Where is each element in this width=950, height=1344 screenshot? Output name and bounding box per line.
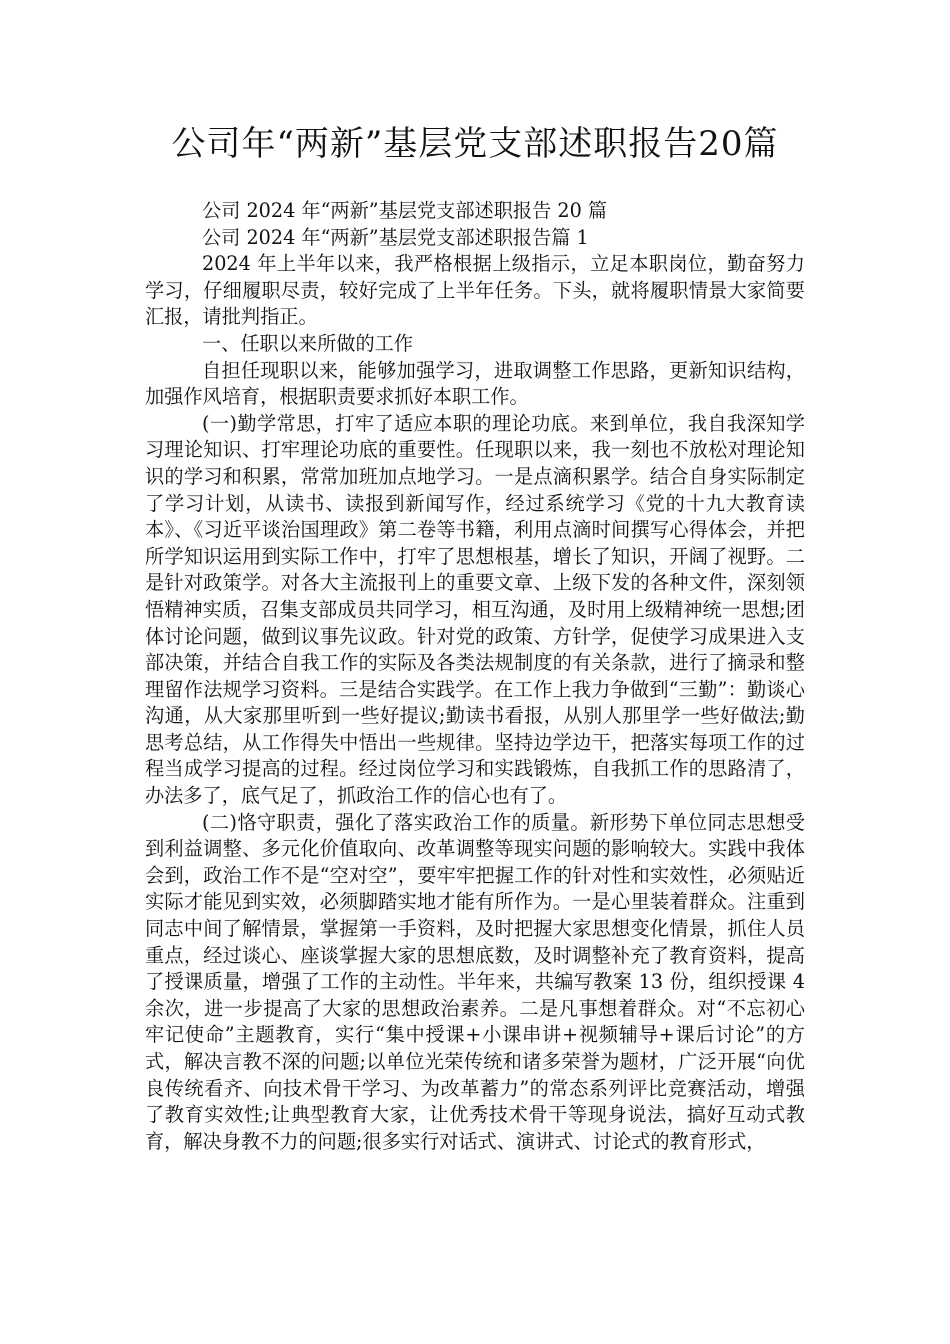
paragraph-duty: (二)恪守职责，强化了落实政治工作的质量。新形势下单位同志思想受到利益调整、多元化价值取向、改革调整等现实问题的影响较大。实践中我体会到，政治工作不是“空对空”，要牢牢把握工作的针对性和实效性，必须贴近实际才能见到实效，必须脚踏实地才能有所作为。一是心里装着群众。注重到同志中间了解情景，掌握第一手资料，及时把握大家思想变化情景，抓住人员重点，经过谈心、座谈掌握大家的思想底数，及时调整补充了教育资料，提高了授课质量，增强了工作的主动性。半年来，共编写教案 13 份，组织授课 4 余次，进一步提高了大家的思想政治素养。二是凡事想着群众。对“不忘初心牢记使命”主题教育，实行“集中授课+小课串讲+视频辅导+课后讨论”的方式，解决言教不深的问题;以单位光荣传统和诸多荣誉为题材，广泛开展“向优良传统看齐、向技术骨干学习、为改革蓄力”的常态系列评比竞赛活动，增强了教育实效性;让典型教育大家，让优秀技术骨干等现身说法，搞好互动式教育，解决身教不力的问题;很多实行对话式、演讲式、讨论式的教育形式， [145,810,805,1153]
article-heading: 公司 2024 年“两新”基层党支部述职报告篇 1 [202,225,589,249]
paragraph-study: (一)勤学常思，打牢了适应本职的理论功底。来到单位，我自我深知学习理论知识、打牢理论功底的重要性。任现职以来，我一刻也不放松对理论知识的学习和积累，常常加班加点地学习。一是点滴积累学。结合自身实际制定了学习计划，从读书、读报到新闻写作，经过系统学习《党的十九大教育读本》、《习近平谈治国理政》第二卷等书籍，利用点滴时间撰写心得体会，并把所学知识运用到实际工作中，打牢了思想根基，增长了知识，开阔了视野。二是针对政策学。对各大主流报刊上的重要文章、上级下发的各种文件，深刻领悟精神实质，召集支部成员共同学习，相互沟通，及时用上级精神统一思想;团体讨论问题，做到议事先议政。针对党的政策、方针学，促使学习成果进入支部决策，并结合自我工作的实际及各类法规制度的有关条款，进行了摘录和整理留作法规学习资料。三是结合实践学。在工作上我力争做到“三勤”：勤谈心沟通，从大家那里听到一些好提议;勤读书看报，从别人那里学一些好做法;勤思考总结，从工作得失中悟出一些规律。坚持边学边干，把落实每项工作的过程当成学习提高的过程。经过岗位学习和实践锻炼，自我抓工作的思路清了，办法多了，底气足了，抓政治工作的信心也有了。 [145,411,805,808]
document-subtitle: 公司 2024 年“两新”基层党支部述职报告 20 篇 [202,199,608,222]
document-body [145,198,805,1155]
paragraph-overview: 自担任现职以来，能够加强学习，进取调整工作思路，更新知识结构，加强作风培育，根据职责要求抓好本职工作。 [145,358,805,409]
paragraph-intro: 2024 年上半年以来，我严格根据上级指示，立足本职岗位，勤奋努力学习，仔细履职尽责，较好完成了上半年任务。下头，就将履职情景大家简要汇报，请批判指正。 [145,252,805,329]
document-title: 公司年“两新”基层党支部述职报告20篇 [171,124,779,164]
section-heading-1: 一、任职以来所做的工作 [202,331,414,355]
